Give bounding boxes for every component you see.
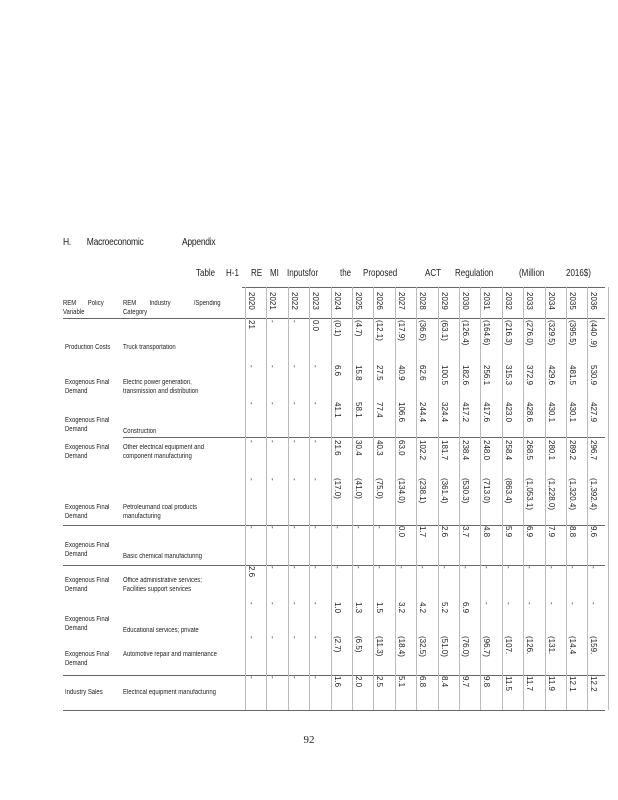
table-rule — [63, 710, 605, 711]
table-cell: (41.0) — [354, 478, 363, 499]
table-cell: - — [268, 440, 277, 443]
row-variable: Exogenous Final Demand — [65, 651, 110, 667]
year-header: 2029 — [440, 292, 449, 310]
table-cell: (395.5) — [568, 320, 577, 346]
table-cell: (276.0) — [525, 320, 534, 346]
table-cell: (159. — [589, 636, 598, 655]
table-rule — [242, 287, 605, 288]
year-header: 2020 — [247, 292, 256, 310]
table-cell: - — [311, 402, 320, 405]
table-cell: (2.7) — [333, 636, 342, 653]
table-title-word: ACT — [425, 268, 441, 279]
column-divider — [395, 287, 396, 710]
table-cell: - — [290, 320, 299, 323]
year-header: 2023 — [311, 292, 320, 310]
section-title: Macroeconomic — [86, 237, 144, 248]
year-header: 2032 — [504, 292, 513, 310]
row-variable: Exogenous Final Demand — [65, 542, 110, 558]
table-cell: 63.0 — [397, 440, 406, 456]
table-cell: (134.0) — [397, 478, 406, 504]
table-cell: - — [440, 566, 449, 569]
table-cell: 1.3 — [354, 602, 363, 614]
row-variable: Production Costs — [65, 344, 111, 351]
table-cell: - — [547, 566, 556, 569]
row-category: Electric power generation, transmission and distribution — [123, 379, 199, 395]
table-cell: 9.6 — [589, 526, 598, 538]
table-cell: 530.9 — [589, 365, 598, 386]
table-title-word: MI — [270, 268, 279, 279]
table-cell: 244.4 — [418, 402, 427, 423]
table-cell: - — [311, 676, 320, 679]
table-cell: 58.1 — [354, 402, 363, 418]
table-cell: 182.6 — [461, 365, 470, 386]
table-cell: (51.0) — [440, 636, 449, 657]
table-cell: (1,053.1) — [525, 478, 534, 511]
row-variable: Exogenous Final Demand — [65, 379, 110, 395]
table-cell: - — [589, 602, 598, 605]
page-number: 92 — [303, 734, 315, 746]
table-cell: 481.5 — [568, 365, 577, 386]
table-cell: - — [354, 566, 363, 569]
table-cell: 2.5 — [375, 676, 384, 688]
table-cell: 4.8 — [482, 526, 491, 538]
table-cell: - — [268, 566, 277, 569]
table-cell: (6.5) — [354, 636, 363, 653]
table-cell: (361.4) — [440, 478, 449, 504]
table-cell: (713.0) — [482, 478, 491, 504]
table-cell: 27.5 — [375, 365, 384, 381]
table-cell: 12.1 — [568, 676, 577, 692]
row-category: Automotive repair and maintenance — [123, 651, 217, 658]
table-cell: 5.9 — [504, 526, 513, 538]
table-cell: (238.1) — [418, 478, 427, 504]
year-header: 2021 — [268, 292, 277, 310]
header-industry-category: REM Industry /Spending Category — [123, 300, 221, 316]
table-cell: 21 — [247, 320, 256, 329]
column-divider — [245, 287, 246, 710]
table-cell: - — [311, 566, 320, 569]
row-variable: Exogenous Final Demand — [65, 577, 110, 593]
table-cell: 11.9 — [547, 676, 556, 691]
year-header: 2028 — [418, 292, 427, 310]
table-cell: 12.2 — [589, 676, 598, 692]
row-category: Construction — [123, 428, 157, 435]
table-cell: 417.6 — [482, 402, 491, 423]
table-cell: (863.4) — [504, 478, 513, 504]
table-cell: (1,320.4) — [568, 478, 577, 511]
table-cell: 417.2 — [461, 402, 470, 423]
table-cell: - — [290, 440, 299, 443]
table-cell: (126. — [525, 636, 534, 655]
table-cell: 428.6 — [525, 402, 534, 423]
table-cell: - — [418, 566, 427, 569]
column-divider — [352, 287, 353, 710]
table-cell: 5.1 — [397, 676, 406, 688]
table-cell: 1.5 — [375, 602, 384, 614]
table-cell: 296.7 — [589, 440, 598, 461]
table-title-word: Regulation — [455, 268, 494, 279]
table-cell: 3.2 — [397, 602, 406, 614]
table-cell: - — [268, 365, 277, 368]
year-header: 2026 — [375, 292, 384, 310]
table-cell: 372.9 — [525, 365, 534, 386]
row-category: Office administrative services; Facilities support services — [123, 577, 202, 593]
table-cell: 427.9 — [589, 402, 598, 423]
column-divider — [587, 287, 588, 710]
column-divider — [309, 287, 310, 710]
table-cell: - — [290, 478, 299, 481]
table-cell: 256.1 — [482, 365, 491, 386]
column-divider — [545, 287, 546, 710]
year-header: 2036 — [589, 292, 598, 310]
table-cell: (96.7) — [482, 636, 491, 657]
table-cell: (17.9) — [397, 320, 406, 341]
column-divider — [266, 287, 267, 710]
table-cell: - — [268, 602, 277, 605]
table-cell: 2.6 — [440, 526, 449, 538]
table-cell: 41.1 — [333, 402, 342, 418]
table-cell: 430.1 — [547, 402, 556, 423]
column-divider — [502, 287, 503, 710]
table-cell: (36.6) — [418, 320, 427, 341]
table-cell: - — [311, 478, 320, 481]
table-cell: 21.6 — [333, 440, 342, 456]
table-title — [0, 268, 618, 282]
table-cell: - — [504, 566, 513, 569]
table-cell: - — [247, 365, 256, 368]
table-cell: - — [482, 566, 491, 569]
row-category: Truck transportation — [123, 344, 176, 351]
table-cell: - — [311, 440, 320, 443]
table-cell: 9.7 — [461, 676, 470, 688]
table-cell: 102.2 — [418, 440, 427, 461]
table-cell: - — [525, 602, 534, 605]
table-cell: - — [589, 566, 598, 569]
table-cell: 9.8 — [482, 676, 491, 688]
column-divider — [523, 287, 524, 710]
table-cell: - — [568, 602, 577, 605]
table-cell: 6.9 — [525, 526, 534, 538]
column-divider — [608, 287, 609, 710]
table-title-word: 2016$) — [566, 268, 591, 279]
table-cell: 15.8 — [354, 365, 363, 381]
year-header: 2022 — [290, 292, 299, 310]
table-cell: - — [290, 402, 299, 405]
row-variable: Exogenous Final Demand — [65, 444, 110, 460]
column-divider — [459, 287, 460, 710]
row-variable: Exogenous Final Demand — [65, 504, 110, 520]
table-cell: - — [247, 478, 256, 481]
table-cell: 280.1 — [547, 440, 556, 461]
table-title-word: (Million — [519, 268, 545, 279]
table-cell: 11.5 — [504, 676, 513, 691]
table-cell: - — [547, 602, 556, 605]
table-cell: (126.4) — [461, 320, 470, 346]
row-category: Petroleumand coal products manufacturing — [123, 504, 198, 520]
table-cell: 6.8 — [418, 676, 427, 688]
table-cell: 289.2 — [568, 440, 577, 461]
table-cell: (12.1) — [375, 320, 384, 341]
table-cell: (329.5) — [547, 320, 556, 346]
table-cell: (0.1) — [333, 320, 342, 337]
table-cell: 77.4 — [375, 402, 384, 418]
table-cell: - — [290, 676, 299, 679]
row-category: Electrical equipment manufacturing — [123, 689, 216, 696]
table-cell: (107. — [504, 636, 513, 655]
table-cell: - — [311, 365, 320, 368]
table-cell: 0.0 — [311, 320, 320, 332]
table-cell: (11.3) — [375, 636, 384, 657]
column-divider — [438, 287, 439, 710]
table-cell: - — [268, 526, 277, 529]
table-cell: - — [397, 566, 406, 569]
table-cell: (164.6) — [482, 320, 491, 346]
table-cell: - — [247, 636, 256, 639]
table-cell: 324.4 — [440, 402, 449, 423]
table-cell: - — [568, 566, 577, 569]
column-divider — [373, 287, 374, 710]
table-cell: 30.4 — [354, 440, 363, 456]
table-cell: - — [482, 602, 491, 605]
table-cell: 423.0 — [504, 402, 513, 423]
table-title-word: H-1 — [226, 268, 239, 279]
table-cell: - — [311, 526, 320, 529]
table-cell: - — [504, 602, 513, 605]
table-cell: 5.2 — [440, 602, 449, 614]
table-cell: - — [268, 478, 277, 481]
table-cell: - — [268, 676, 277, 679]
table-cell: - — [354, 526, 363, 529]
table-cell: 8.8 — [568, 526, 577, 538]
table-cell: - — [311, 636, 320, 639]
table-title-word: RE — [251, 268, 263, 279]
table-cell: (530.3) — [461, 478, 470, 504]
row-variable: Exogenous Final Demand — [65, 417, 110, 433]
table-cell: - — [268, 402, 277, 405]
table-cell: 2.0 — [354, 676, 363, 688]
table-cell: - — [333, 566, 342, 569]
column-divider — [480, 287, 481, 710]
row-variable: Industry Sales — [65, 689, 103, 696]
table-cell: - — [247, 676, 256, 679]
column-divider — [416, 287, 417, 710]
table-cell: (18.4) — [397, 636, 406, 657]
column-divider — [288, 287, 289, 710]
table-cell: 6.9 — [461, 602, 470, 614]
table-cell: 7.9 — [547, 526, 556, 538]
table-cell: - — [290, 526, 299, 529]
year-header: 2031 — [482, 292, 491, 310]
year-header: 2033 — [525, 292, 534, 310]
table-cell: 430.1 — [568, 402, 577, 423]
table-cell: - — [247, 602, 256, 605]
header-policy-variable: REM Policy Variable — [63, 300, 104, 316]
table-cell: - — [290, 602, 299, 605]
table-cell: (76.0) — [461, 636, 470, 657]
table-title-word: Table — [196, 268, 216, 279]
table-cell: 8.4 — [440, 676, 449, 688]
table-cell: 248.0 — [482, 440, 491, 461]
table-cell: - — [268, 320, 277, 323]
table-cell: 3.7 — [461, 526, 470, 538]
table-cell: 106.6 — [397, 402, 406, 423]
row-category: Educational services; private — [123, 627, 199, 634]
row-variable: Exogenous Final Demand — [65, 616, 110, 632]
table-cell: 40.3 — [375, 440, 384, 456]
year-header: 2024 — [333, 292, 342, 310]
table-cell: 40.9 — [397, 365, 406, 381]
section-appendix: Appendix — [182, 237, 216, 248]
table-cell: - — [247, 440, 256, 443]
table-cell: (32.5) — [418, 636, 427, 657]
year-header: 2025 — [354, 292, 363, 310]
table-cell: 1.7 — [418, 526, 427, 538]
table-cell: (75.0) — [375, 478, 384, 499]
year-header: 2034 — [547, 292, 556, 310]
column-divider — [566, 287, 567, 710]
table-cell: (440 .9) — [589, 320, 598, 348]
table-cell: 429.6 — [547, 365, 556, 386]
table-title-word: Inputsfor — [287, 268, 319, 279]
table-cell: (1,392.4) — [589, 478, 598, 511]
table-cell: 238.4 — [461, 440, 470, 461]
table-title-word: the — [340, 268, 352, 279]
table-cell: - — [525, 566, 534, 569]
table-cell: - — [268, 636, 277, 639]
table-cell: (63.1) — [440, 320, 449, 341]
table-cell: 315.3 — [504, 365, 513, 386]
table-cell: 2.6 — [247, 566, 256, 578]
table-cell: (14.4 — [568, 636, 577, 655]
table-cell: (4.7) — [354, 320, 363, 337]
table-cell: 268.5 — [525, 440, 534, 461]
table-cell: 100.5 — [440, 365, 449, 386]
table-cell: 0.0 — [397, 526, 406, 538]
table-cell: - — [375, 566, 384, 569]
table-cell: (17.0) — [333, 478, 342, 499]
table-cell: - — [375, 526, 384, 529]
table-cell: 181.7 — [440, 440, 449, 461]
table-cell: (216.3) — [504, 320, 513, 346]
year-header: 2027 — [397, 292, 406, 310]
table-cell: 1.0 — [333, 602, 342, 614]
table-cell: - — [311, 602, 320, 605]
table-cell: 11.7 — [525, 676, 534, 691]
row-category: Other electrical equipment and component manufacturing — [123, 444, 205, 460]
table-cell: - — [290, 636, 299, 639]
table-cell: - — [290, 365, 299, 368]
row-category: Basic chemical manufacturing — [123, 553, 203, 560]
table-cell: - — [290, 566, 299, 569]
table-cell: 4.2 — [418, 602, 427, 614]
table-cell: - — [461, 566, 470, 569]
table-cell: (1,228.0) — [547, 478, 556, 511]
table-cell: (131. — [547, 636, 556, 655]
table-cell: 1.6 — [333, 676, 342, 688]
table-cell: 258.4 — [504, 440, 513, 461]
table-cell: - — [333, 526, 342, 529]
table-cell: 6.6 — [333, 365, 342, 377]
year-header: 2030 — [461, 292, 470, 310]
table-title-word: Proposed — [363, 268, 398, 279]
year-header: 2035 — [568, 292, 577, 310]
table-cell: - — [247, 526, 256, 529]
table-cell: - — [247, 402, 256, 405]
column-divider — [331, 287, 332, 710]
section-number: H. — [63, 237, 71, 248]
table-cell: 62.6 — [418, 365, 427, 381]
table-rule — [123, 437, 605, 438]
